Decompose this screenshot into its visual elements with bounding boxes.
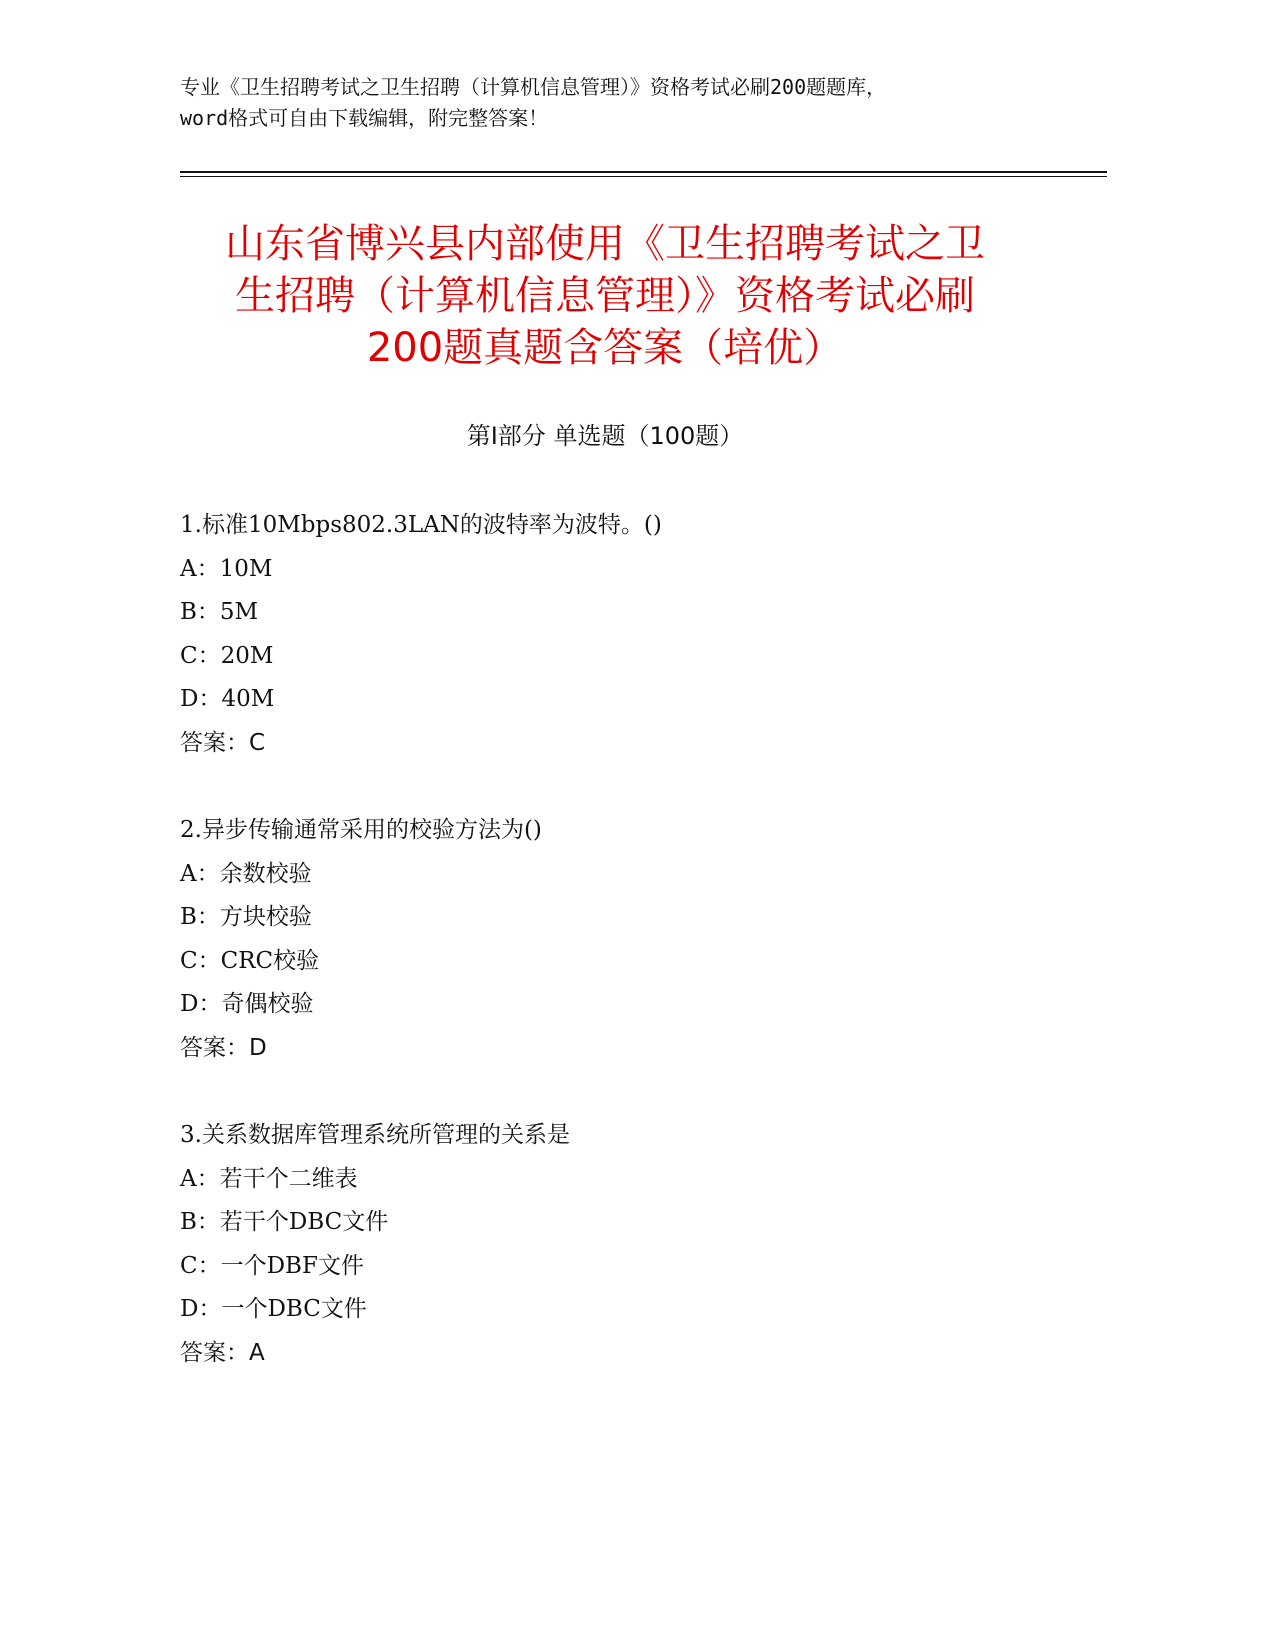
option-d: D：奇偶校验 bbox=[180, 991, 314, 1017]
option-d: D：40M bbox=[180, 686, 275, 712]
question-list bbox=[180, 504, 1080, 1419]
option-c: C：一个DBF文件 bbox=[180, 1252, 364, 1279]
option-c: C：CRC校验 bbox=[180, 947, 320, 974]
question-1 bbox=[180, 504, 1080, 765]
option-b: B：方块校验 bbox=[180, 904, 312, 930]
header-note-line-1: 专业《卫生招聘考试之卫生招聘（计算机信息管理）》资格考试必刷200题题库， bbox=[180, 75, 887, 99]
option-a: A：10M bbox=[180, 555, 273, 582]
option-a: A：余数校验 bbox=[180, 860, 312, 887]
section-title: 第I部分 单选题（100题） bbox=[466, 422, 744, 450]
answer: 答案：A bbox=[180, 1339, 265, 1366]
question-3 bbox=[180, 1114, 1080, 1375]
document-title-line-2: 生招聘（计算机信息管理）》资格考试必刷 bbox=[235, 273, 975, 319]
option-a: A：若干个二维表 bbox=[180, 1165, 358, 1192]
question-stem: 2.异步传输通常采用的校验方法为() bbox=[180, 817, 542, 843]
header-note-line-2: word格式可自由下载编辑，附完整答案！ bbox=[180, 106, 549, 130]
document-title bbox=[180, 218, 1030, 374]
question-stem: 1.标准10Mbps802.3LAN的波特率为波特。() bbox=[180, 512, 662, 538]
header-divider-thick bbox=[180, 171, 1107, 173]
answer: 答案：D bbox=[180, 1034, 267, 1061]
document-title-line-1: 山东省博兴县内部使用《卫生招聘考试之卫 bbox=[225, 221, 985, 267]
question-2 bbox=[180, 809, 1080, 1070]
header-divider-thin bbox=[180, 176, 1107, 177]
option-b: B：5M bbox=[180, 599, 259, 625]
document-title-line-3: 200题真题含答案（培优） bbox=[366, 325, 844, 371]
question-stem: 3.关系数据库管理系统所管理的关系是 bbox=[180, 1122, 570, 1148]
option-d: D：一个DBC文件 bbox=[180, 1296, 367, 1322]
option-c: C：20M bbox=[180, 642, 274, 669]
option-b: B：若干个DBC文件 bbox=[180, 1209, 389, 1235]
answer: 答案：C bbox=[180, 729, 266, 756]
header-note bbox=[180, 72, 1110, 134]
